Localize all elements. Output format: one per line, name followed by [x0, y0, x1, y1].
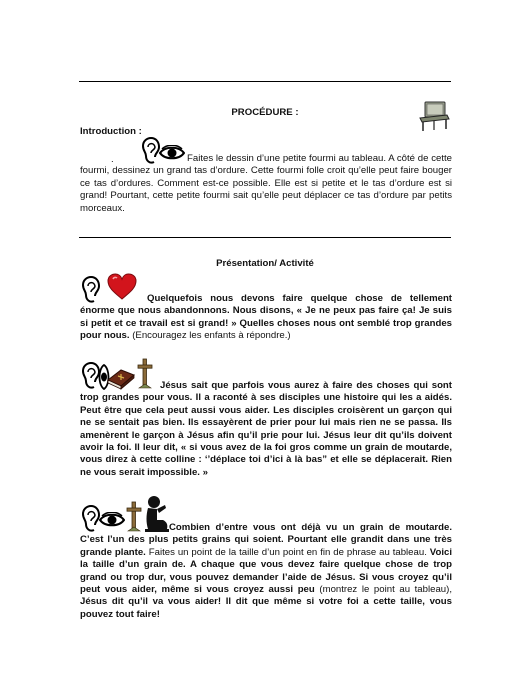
introduction-label: Introduction : [80, 126, 142, 137]
paragraph-2 [80, 380, 452, 479]
intro-paragraph [80, 153, 452, 215]
paragraph-3-part-a: Combien d’entre vous ont déjà vu un grain de moutarde. C’est l’un des plus petits grains qui soient. Pourtant elle grandit dans une très grande plante. [80, 522, 452, 558]
intro-text: Faites le dessin d’une petite fourmi au tableau. A côté de cette fourmi, dessinez un grand tas d’ordure. Cette fourmi folle croit qu’elle peut faire bouger ce tas d’ordures. Comment est-ce possible. Elle est si petite et le tas d’ordure est si grand! Pourtant, cette petite fourmi sait qu’elle peut déplacer ce tas d’ordure par petits morceaux. [80, 153, 452, 214]
desk-icon [417, 98, 451, 132]
paragraph-3-part-b: Faites un point de la taille d’un point en fin de phrase au tableau. [145, 546, 430, 558]
paragraph-3-part-d: (montrez le point au tableau), [314, 584, 452, 596]
paragraph-1-note: (Encouragez les enfants à répondre.) [129, 330, 291, 342]
middle-rule [79, 237, 451, 238]
intro-bullet: . [111, 154, 114, 165]
top-rule [79, 81, 451, 82]
paragraph-1 [80, 293, 452, 343]
activity-title: Présentation/ Activité [216, 258, 314, 269]
paragraph-1-bold: Quelquefois nous devons faire quelque chose de tellement énorme que nous abandonnons. Nous disons, « Je ne peux pas faire ça! Je suis si petit et ce travail est si grand! » Quelles choses nous ont semblé trop grandes pour nous. [80, 293, 452, 342]
paragraph-3-part-c: Voici la taille d’un grain de. A chaque que vous devez faire quelque chose de trop grand ou trop dur, vous pouvez demander l’aide de Jésus. Si vous croyez qu’il peut vous aider, même si vous croyez aussi peu [80, 546, 453, 596]
paragraph-3 [80, 522, 452, 621]
paragraph-2-text: Jésus sait que parfois vous aurez à faire des choses qui sont trop grandes pour vous. Il a raconté à ses disciples une histoire qui les a aidés. Peut être que cela peut aussi vous aider. Les disciples croisèrent un garçon qui ne se sentait pas bien. Ils essayèrent de prier pour lui mais rien ne se passa. Ils amenèrent le garçon à Jésus afin qu’il prie pour lui. Jésus leur dit qu’ils doivent avoir la foi. Il leur dit, « si vous avez de la foi gros comme un grain de moutarde, vous direz à cette colline : ‘’déplace toi d’ici à là bas” et elle se déplacerait. Rien ne vous serait impossible. » [80, 380, 452, 478]
paragraph-3-part-e: Jésus dit qu’il va vous aider! Il dit que même si votre foi a cette taille, vous pouvez tout faire! [80, 596, 452, 620]
procedure-title: PROCÉDURE : [231, 107, 299, 118]
